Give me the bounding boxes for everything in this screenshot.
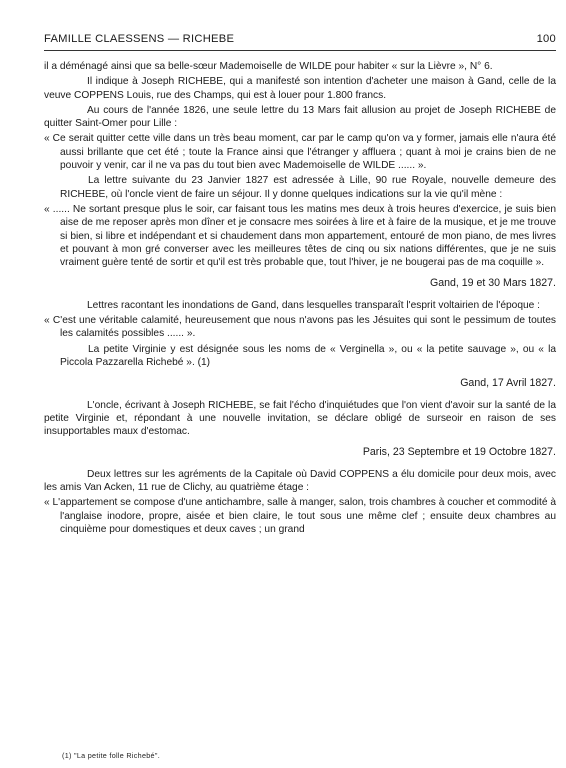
quote-lille-camp: « Ce serait quitter cette ville dans un très beau moment, car par le camp qu'on va y former, jamais elle n'aura été aussi brillante que cet été ; toute la France ainsi que l'étranger y affluera ; quant à moi je crains bien de ne pouvoir y venir, car il ne va pas du tout bien avec Mademoiselle de WILDE ...... ». (44, 133, 556, 172)
footnote: (1) "La petite folle Richebé". (62, 751, 161, 760)
page-body (44, 60, 556, 536)
document-page (44, 33, 556, 538)
dateline-gand-avril: Gand, 17 Avril 1827. (460, 377, 556, 390)
paragraph-continuation: il a déménagé ainsi que sa belle-sœur Mademoiselle de WILDE pour habiter « sur la Lièvre », N° 6. (44, 61, 493, 72)
paragraph-virginie: La petite Virginie y est désignée sous les noms de « Verginella », ou « la petite sauvage », ou « la Piccola Pazzarella Richebé ». (1) (60, 343, 556, 368)
paragraph-capitale: Deux lettres sur les agréments de la Capitale où David COPPENS a élu domicile pour deux mois, avec les amis Van Acken, 11 rue de Clichy, au quatrième étage : (44, 468, 556, 494)
quote-appartement: « L'appartement se compose d'une antichambre, salle à manger, salon, trois chambres à coucher et commodité à l'anglaise inodore, propre, aisée et bien claire, le tout sous une même clef ; ensuite deux chambres au cinquième pour domestiques et deux caves ; un grand (44, 497, 556, 535)
quote-calamite: « C'est une véritable calamité, heureusement que nous n'avons pas les Jésuites qui sont le pessimum de toutes les calamités possibles ...... ». (44, 315, 556, 340)
paragraph-oncle: L'oncle, écrivant à Joseph RICHEBE, se fait l'écho d'inquiétudes que l'on vient d'avoir sur la santé de la petite Virginie et, répondant à une nouvelle invitation, se déclare obligé de surseoir en raison de ses insupportables maux d'estomac. (44, 399, 556, 438)
quote-evenings: « ...... Ne sortant presque plus le soir, car faisant tous les matins mes deux à trois heures d'exercice, je suis bien aise de me reposer après mon dîner et je consacre mes soirées à lire et à faire de la musique, et je me trouve si bien, si libre et indépendant et si chaudement dans mon appartement, entouré de mon piano, de mes livres et pouvant à mon gré converser avec les meilleures têtes de cinq ou six nations différentes, que je ne suis vraiment guère tenté de sortir et qu'il est très probable que, tout l'hiver, je ne bougerai pas de ma coquille ». (44, 203, 556, 269)
running-title: FAMILLE CLAESSENS — RICHEBE (44, 33, 235, 45)
paragraph-1826-letter: Au cours de l'année 1826, une seule lettre du 13 Mars fait allusion au projet de Joseph RICHEBE de quitter Saint-Omer pour Lille : (44, 104, 556, 130)
page-header (44, 33, 556, 51)
page-number: 100 (536, 33, 556, 45)
dateline-gand-mars: Gand, 19 et 30 Mars 1827. (429, 277, 556, 290)
paragraph-inondations: Lettres racontant les inondations de Gand, dans lesquelles transparaît l'esprit voltairien de l'époque : (87, 299, 540, 311)
paragraph-1827-letter: La lettre suivante du 23 Janvier 1827 est adressée à Lille, 90 rue Royale, nouvelle demeure des RICHEBE, où l'oncle vient de faire un séjour. Il y donne quelques indications sur la vie qu'il mène : (60, 175, 556, 200)
paragraph-house-gand: Il indique à Joseph RICHEBE, qui a manifesté son intention d'acheter une maison à Gand, celle de la veuve COPPENS Louis, rue des Champs, qui est à louer pour 1.800 francs. (44, 76, 556, 101)
dateline-paris: Paris, 23 Septembre et 19 Octobre 1827. (362, 446, 556, 459)
